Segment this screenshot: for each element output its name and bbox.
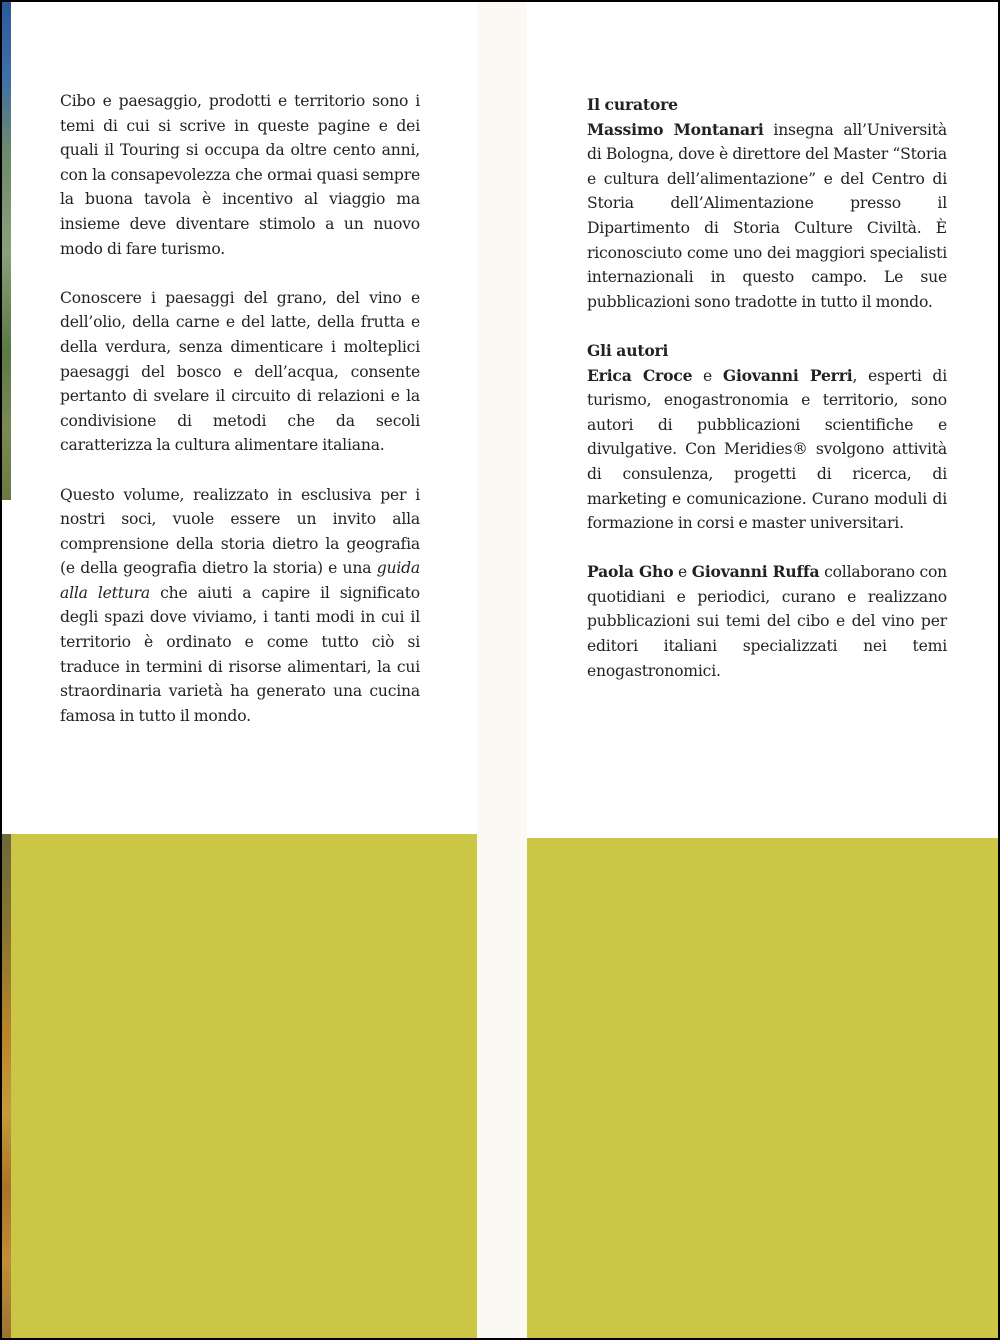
conjunction-2: e bbox=[673, 563, 692, 582]
intro-text-column bbox=[60, 89, 420, 753]
authors-paragraph-1 bbox=[587, 364, 947, 536]
intro-paragraph-2: Conoscere i paesaggi del grano, del vino e dell’olio, della carne e del latte, della frutta e della verdura, senza dimenticare i molteplici paesaggi del bosco e dell’acqua, consente pertanto di svelare il circuito di relazioni e la condivisione di metodi che da secoli caratterizza la cultura alimentare italiana. bbox=[60, 288, 420, 455]
author-name-ruffa: Giovanni Ruffa bbox=[691, 562, 820, 582]
intro-paragraph-3 bbox=[60, 483, 420, 729]
curator-paragraph bbox=[587, 118, 947, 315]
cover-photo-edge-top bbox=[2, 2, 11, 500]
left-page bbox=[2, 2, 477, 1338]
curator-name: Massimo Montanari bbox=[587, 119, 764, 139]
author-name-croce: Erica Croce bbox=[587, 365, 693, 385]
intro-paragraph-3-text-a: Questo volume, realizzato in esclusiva per i nostri soci, vuole essere un invito alla comprensione della storia dietro la geografia (e della geografia dietro la storia) e una bbox=[60, 485, 420, 578]
author-name-gho: Paola Gho bbox=[587, 562, 674, 582]
author-name-perri: Giovanni Perri bbox=[722, 365, 853, 385]
olive-color-band-right bbox=[527, 838, 998, 1338]
credits-text-column bbox=[587, 93, 947, 708]
page-gutter bbox=[477, 2, 527, 1338]
guide-reading-emphasis: guida alla lettura bbox=[60, 559, 420, 602]
conjunction-1: e bbox=[692, 366, 723, 385]
curator-bio: insegna all’Università di Bologna, dove è direttore del Master “Storia e cultura dell’alimentazione” e del Centro di Storia dell’Alimentazione presso il Dipartimento di Storia Culture Civiltà. È riconosciuto come uno dei maggiori specialisti internazionali in questo campo. Le sue pubblicazioni sono tradotte in tutto il mondo. bbox=[587, 120, 948, 311]
authors-heading: Gli autori bbox=[587, 340, 669, 360]
intro-paragraph-1: Cibo e paesaggio, prodotti e territorio sono i temi di cui si scrive in queste pagine e dei quali il Touring si occupa da oltre cento anni, con la consapevolezza che ormai quasi sempre la buona tavola è incentivo al viaggio ma insieme deve diventare stimolo a un nuovo modo di fare turismo. bbox=[60, 92, 420, 258]
authors-paragraph-2 bbox=[587, 560, 947, 683]
authors-bio-1: , esperti di turismo, enogastronomia e territorio, sono autori di pubblicazioni scientifiche e divulgative. Con Meridies® svolgono attività di consulenza, progetti di ricerca, di marketing e comunicazione. Curano moduli di formazione in corsi e master universitari. bbox=[587, 366, 948, 533]
authors-bio-2: collaborano con quotidiani e periodici, curano e realizzano pubblicazioni sui temi del cibo e del vino per editori italiani specializzati nei temi enogastronomici. bbox=[587, 563, 948, 680]
cover-photo-edge-bottom bbox=[2, 834, 11, 1338]
right-page bbox=[527, 2, 998, 1338]
olive-color-band-left bbox=[2, 834, 477, 1338]
curator-heading: Il curatore bbox=[587, 95, 678, 114]
intro-paragraph-3-text-b: che aiuti a capire il significato degli spazi dove viviamo, i tanti modi in cui il territorio è ordinato e come tutto ciò si traduce in termini di risorse alimentari, la cui straordinaria varietà ha generato una cucina famosa in tutto il mondo. bbox=[60, 583, 420, 725]
